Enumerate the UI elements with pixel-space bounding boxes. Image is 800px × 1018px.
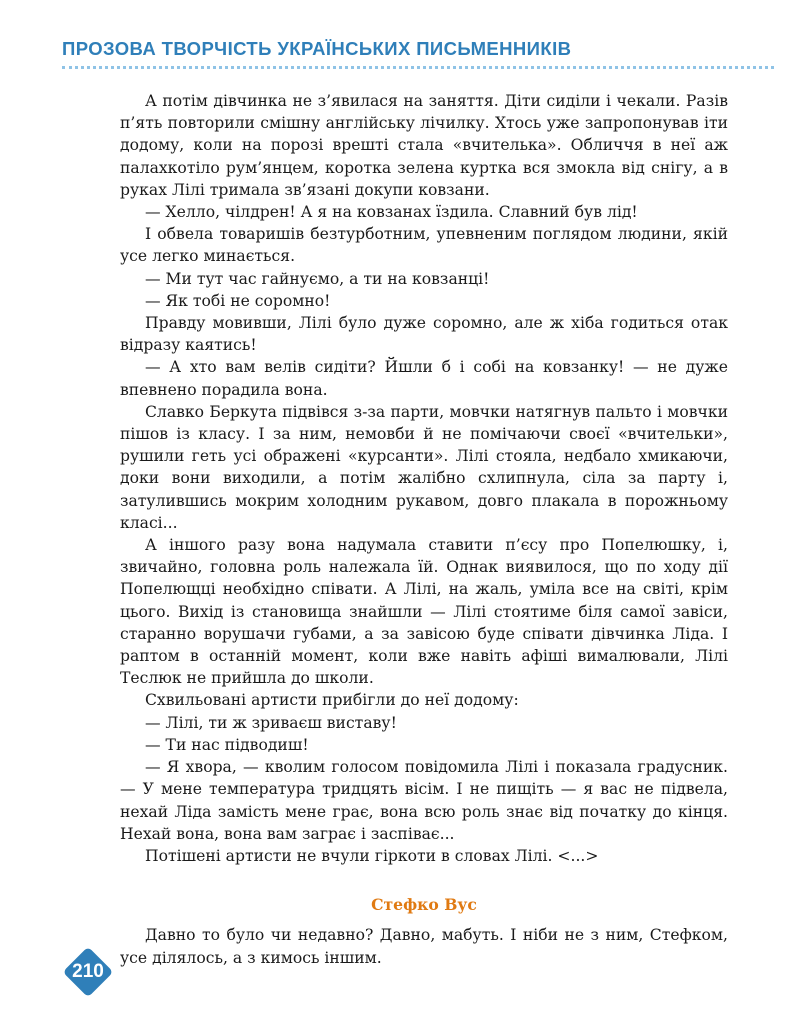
page-number: 210 <box>72 961 104 982</box>
paragraph: І обвела товаришів безтурботним, упевненим поглядом людини, якій усе легко минається. <box>120 225 728 266</box>
main-text <box>120 90 728 969</box>
paragraph: Схвильовані артисти прибігли до неї додому: <box>145 691 519 710</box>
running-header: ПРОЗОВА ТВОРЧІСТЬ УКРАЇНСЬКИХ ПИСЬМЕННИКІВ <box>62 38 572 59</box>
paragraph: — Ти нас підводиш! <box>145 735 309 754</box>
paragraph: А потім дівчинка не з’явилася на заняття. Діти сиділи і чекали. Разів п’ять повторили смішну англійську лічилку. Хтось уже запропонував іти додому, коли на порозі врешті стала «вчителька». Обличчя в неї аж палахкотіло рум’янцем, коротка зелена куртка вся змокла від снігу, а в руках Лілі тримала зв’язані докупи ковзани. <box>120 92 728 199</box>
paragraph: Давно то було чи недавно? Давно, мабуть. І ніби не з ним, Стефком, усе ділялось, а з кимось іншим. <box>120 926 728 967</box>
paragraph: — Хелло, чілдрен! А я на ковзанах їздила. Славний був лід! <box>145 203 638 222</box>
page-number-badge <box>60 944 116 1000</box>
paragraph: — Я хвора, — кволим голосом повідомила Лілі і показала градусник. — У мене температура тридцять вісім. І не пищіть — я вас не підвела, нехай Ліда замість мене грає, вона всю роль знає від початку до кінця. Нехай вона, вона вам заграє і заспіває... <box>120 758 728 843</box>
header-divider <box>62 66 774 69</box>
paragraph: — А хто вам велів сидіти? Йшли б і собі на ковзанку! — не дуже впевнено порадила вона. <box>120 358 728 399</box>
paragraph: — Лілі, ти ж зриваєш виставу! <box>145 713 397 732</box>
paragraph: А іншого разу вона надумала ставити п’єсу про Попелюшку, і, звичайно, головна роль належала їй. Однак виявилося, що по ходу дії Попелющці необхідно співати. А Лілі, на жаль, уміла все на світі, крім цього. Вихід із становища знайшли — Лілі стоятиме біля самої завіси, старанно ворушачи губами, а за завісою буде співати дівчинка Ліда. І раптом в останній момент, коли вже навіть афіші вималювали, Лілі Теслюк не прийшла до школи. <box>120 536 728 688</box>
paragraph: Славко Беркута підвівся з-за парти, мовчки натягнув пальто і мовчки пішов із класу. І за ним, немовби й не помічаючи своєї «вчительки», рушили геть усі ображені «курсанти». Лілі стояла, недбало хмикаючи, доки вони виходили, а потім жалібно схлипнула, сіла за парту і, затулившись мокрим холодним рукавом, довго плакала в порожньому класі... <box>120 402 728 532</box>
paragraph: — Ми тут час гайнуємо, а ти на ковзанці! <box>145 269 490 288</box>
section-title: Стефко Вус <box>371 895 477 915</box>
paragraph: — Як тобі не соромно! <box>145 291 331 310</box>
paragraph: Правду мовивши, Лілі було дуже соромно, але ж хіба годиться отак відразу каятись! <box>120 314 728 355</box>
paragraph: Потішені артисти не вчули гіркоти в словах Лілі. <...> <box>145 846 599 865</box>
